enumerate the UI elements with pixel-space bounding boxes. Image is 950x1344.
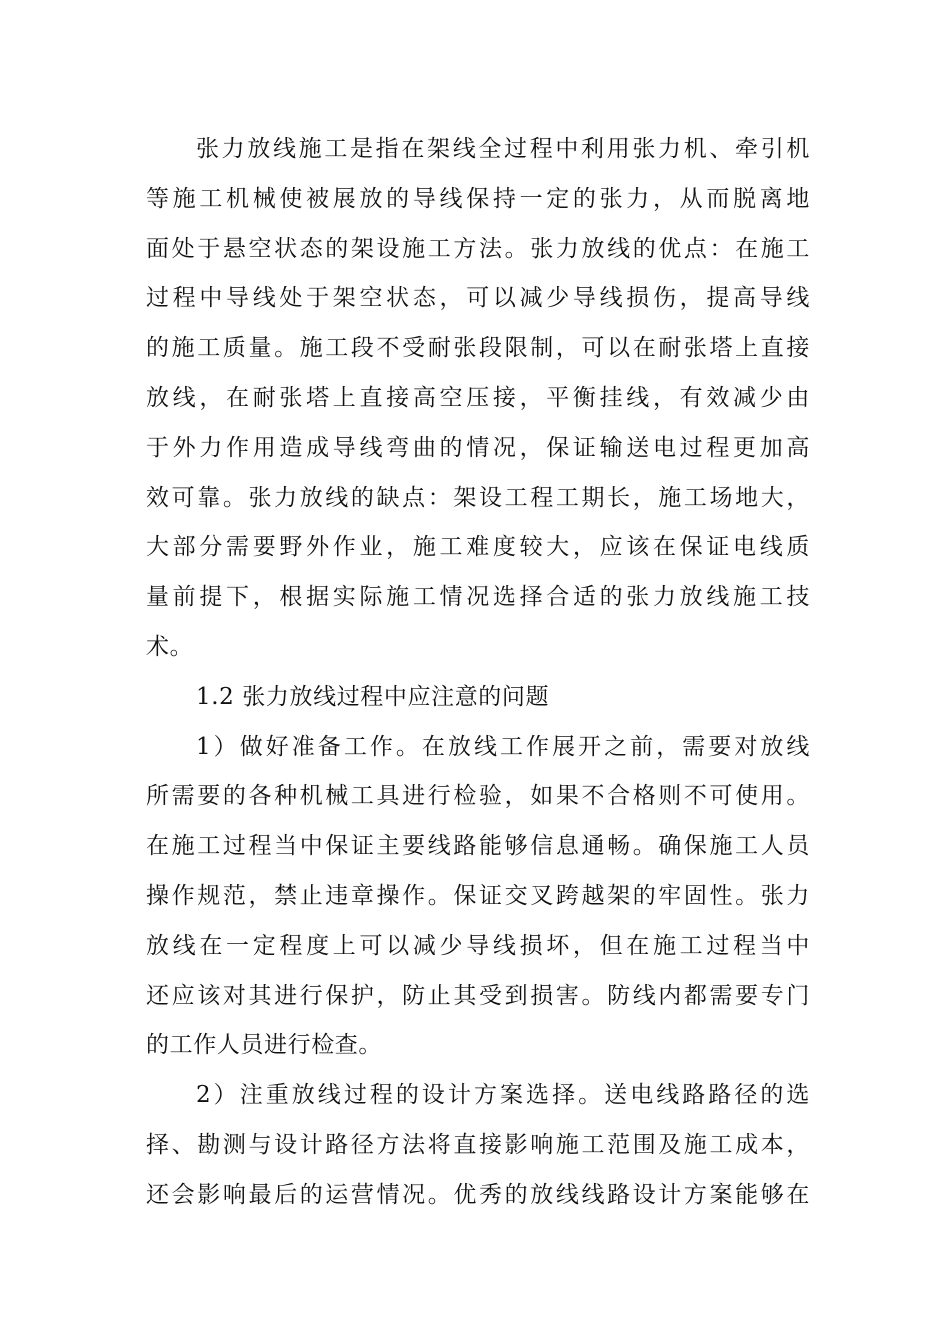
paragraph-tension-stringing-intro [146, 130, 810, 678]
text-line: 面处于悬空状态的架设施工方法。张力放线的优点：在施工 [146, 235, 810, 262]
paragraph-item-2-design-scheme [146, 1076, 810, 1225]
section-heading-1-2 [146, 678, 810, 728]
text-line: 的工作人员进行检查。 [146, 1032, 382, 1059]
text-line: 量前提下，根据实际施工情况选择合适的张力放线施工技 [146, 584, 810, 611]
text-line: 的施工质量。施工段不受耐张段限制，可以在耐张塔上直接 [146, 335, 810, 362]
text-line: 放线，在耐张塔上直接高空压接，平衡挂线，有效减少由 [146, 384, 810, 411]
text-line: 于外力作用造成导线弯曲的情况，保证输送电过程更加高 [146, 434, 810, 461]
text-line: 还会影响最后的运营情况。优秀的放线线路设计方案能够在 [146, 1181, 810, 1208]
text-line: 操作规范，禁止违章操作。保证交叉跨越架的牢固性。张力 [146, 882, 810, 909]
text-line: 效可靠。张力放线的缺点：架设工程工期长，施工场地大， [146, 484, 810, 511]
section-heading-text: 1.2 张力放线过程中应注意的问题 [196, 683, 550, 710]
text-line: 还应该对其进行保护，防止其受到损害。防线内都需要专门 [146, 982, 810, 1009]
text-line: 1）做好准备工作。在放线工作展开之前，需要对放线 [196, 733, 810, 760]
text-line: 放线在一定程度上可以减少导线损坏，但在施工过程当中 [146, 932, 810, 959]
text-line: 择、勘测与设计路径方法将直接影响施工范围及施工成本， [146, 1131, 810, 1158]
text-line: 等施工机械使被展放的导线保持一定的张力，从而脱离地 [146, 185, 810, 212]
paragraph-item-1-preparation [146, 728, 810, 1077]
text-line: 大部分需要野外作业，施工难度较大，应该在保证电线质 [146, 534, 810, 561]
text-line: 在施工过程当中保证主要线路能够信息通畅。确保施工人员 [146, 833, 810, 860]
text-line: 张力放线施工是指在架线全过程中利用张力机、牵引机 [196, 136, 810, 162]
text-line: 术。 [146, 633, 194, 660]
document-body [146, 130, 810, 1226]
text-line: 所需要的各种机械工具进行检验，如果不合格则不可使用。 [146, 783, 810, 810]
text-line: 2）注重放线过程的设计方案选择。送电线路路径的选 [196, 1082, 810, 1109]
text-line: 过程中导线处于架空状态，可以减少导线损伤，提高导线 [146, 285, 810, 312]
